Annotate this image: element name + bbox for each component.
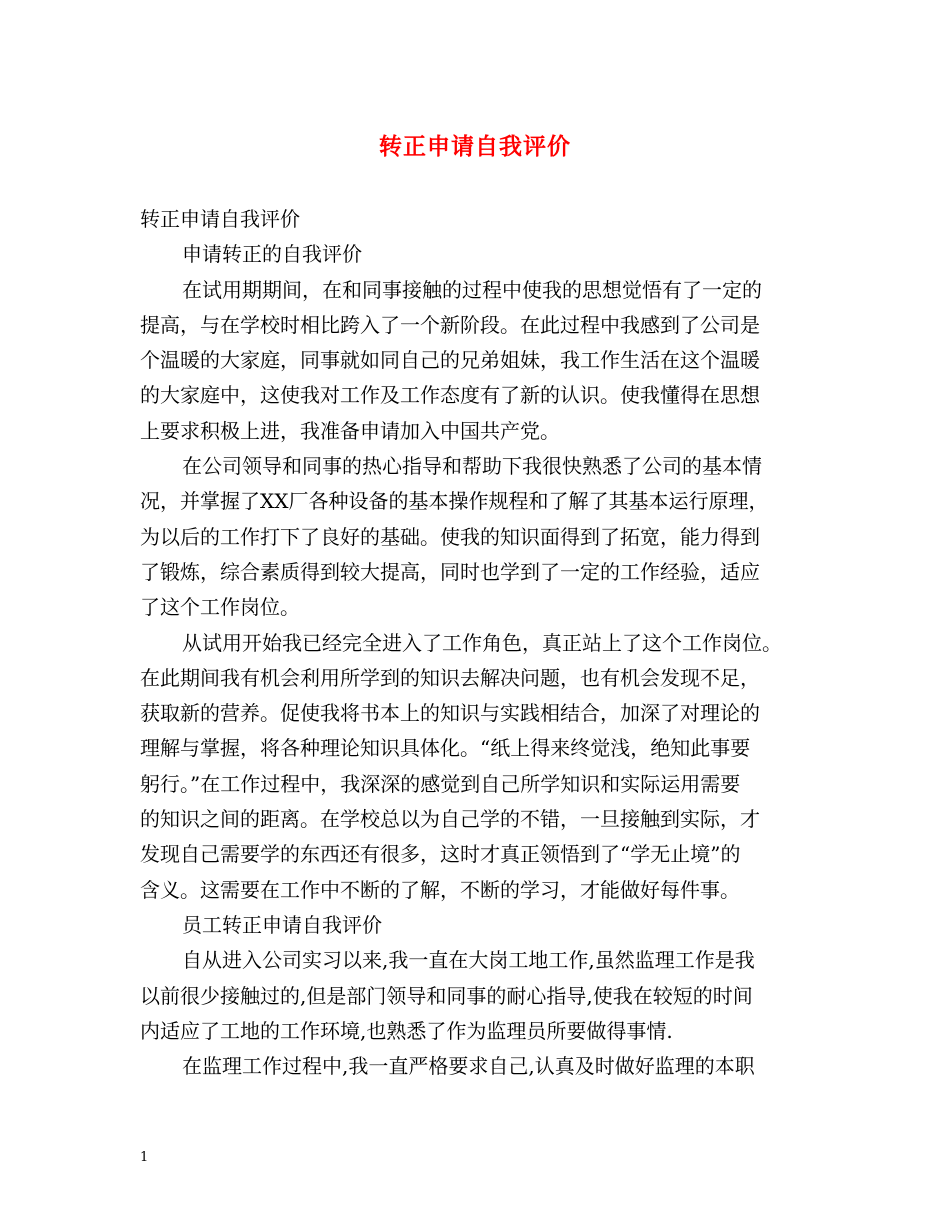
paragraph-line: 在监理工作过程中,我一直严格要求自己,认真及时做好监理的本职 — [182, 1054, 755, 1079]
page-number: 1 — [140, 1150, 149, 1165]
document-body — [140, 202, 830, 1084]
section-heading: 转正申请自我评价 — [140, 207, 300, 231]
paragraph-line: 以前很少接触过的,但是部门领导和同事的耐心指导,使我在较短的时间 — [140, 983, 753, 1008]
paragraph-line: 的知识之间的距离。在学校总以为自己学的不错，一旦接触到实际，才 — [140, 807, 760, 832]
paragraph-line: 况，并掌握了XX厂各种设备的基本操作规程和了解了其基本运行原理， — [140, 489, 769, 514]
paragraph-line: 从试用开始我已经完全进入了工作角色，真正站上了这个工作岗位。 — [182, 630, 782, 655]
subsection-heading: 申请转正的自我评价 — [182, 242, 362, 267]
paragraph-line: 的大家庭中，这使我对工作及工作态度有了新的认识。使我懂得在思想 — [140, 383, 760, 408]
page-title: 转正申请自我评价 — [379, 133, 571, 160]
subsection-heading: 员工转正申请自我评价 — [182, 912, 382, 937]
paragraph-line: 个温暖的大家庭，同事就如同自己的兄弟姐妹，我工作生活在这个温暖 — [140, 348, 760, 373]
paragraph-line: 发现自己需要学的东西还有很多，这时才真正领悟到了“学无止境”的 — [140, 842, 741, 867]
paragraph-line: 在此期间我有机会利用所学到的知识去解决问题，也有机会发现不足， — [140, 665, 760, 690]
paragraph-line: 内适应了工地的工作环境,也熟悉了作为监理员所要做得事情. — [140, 1018, 673, 1043]
paragraph-line: 获取新的营养。促使我将书本上的知识与实践相结合，加深了对理论的 — [140, 701, 760, 726]
paragraph-line: 了这个工作岗位。 — [140, 595, 300, 620]
paragraph-line: 含义。这需要在工作中不断的了解，不断的学习，才能做好每件事。 — [140, 877, 740, 902]
paragraph-line: 自从进入公司实习以来,我一直在大岗工地工作,虽然监理工作是我 — [182, 948, 755, 973]
paragraph-line: 上要求积极上进，我准备申请加入中国共产党。 — [140, 418, 560, 443]
paragraph-line: 为以后的工作打下了良好的基础。使我的知识面得到了拓宽，能力得到 — [140, 524, 760, 549]
paragraph-line: 在公司领导和同事的热心指导和帮助下我很快熟悉了公司的基本情 — [182, 454, 762, 479]
paragraph-line: 了锻炼，综合素质得到较大提高，同时也学到了一定的工作经验，适应 — [140, 559, 760, 584]
paragraph-line: 理解与掌握，将各种理论知识具体化。“纸上得来终觉浅，绝知此事要 — [140, 736, 751, 761]
paragraph-line: 提高，与在学校时相比跨入了一个新阶段。在此过程中我感到了公司是 — [140, 312, 760, 337]
paragraph-line: 在试用期期间，在和同事接触的过程中使我的思想觉悟有了一定的 — [182, 277, 762, 302]
paragraph-line: 躬行。”在工作过程中，我深深的感觉到自己所学知识和实际运用需要 — [140, 771, 741, 796]
